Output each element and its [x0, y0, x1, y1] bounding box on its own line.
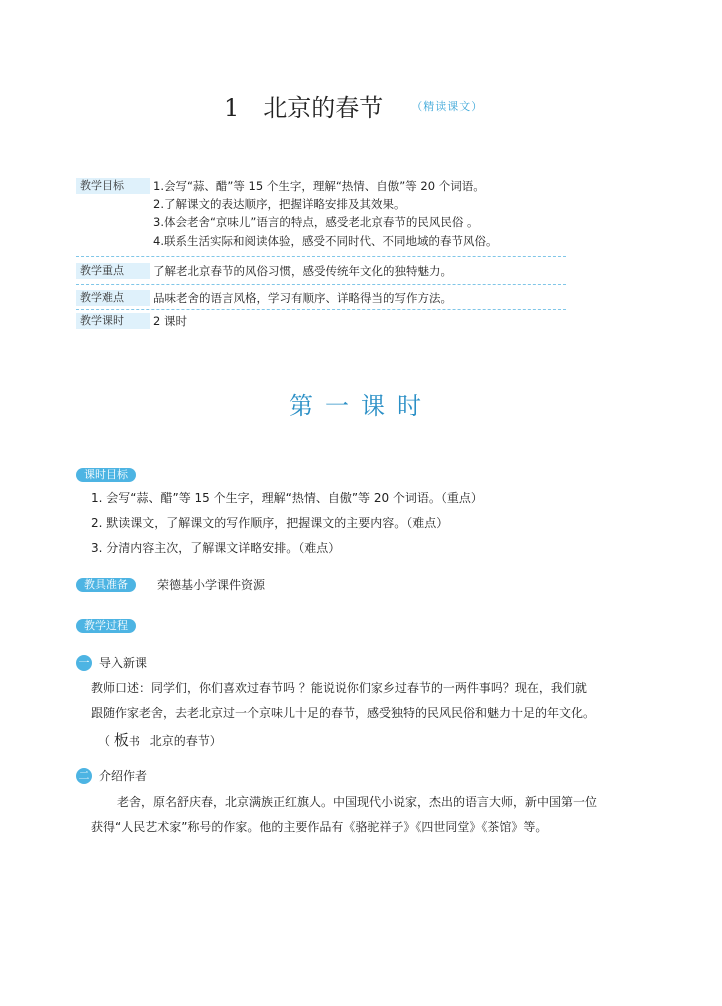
- section-number-badge: 二: [76, 768, 92, 784]
- goal-item: 4.联系生活实际和阅读体验，感受不同时代、不同地域的春节风俗。: [153, 234, 498, 248]
- lesson-goals-label: 课时目标: [76, 468, 136, 482]
- section-paragraph-line: 跟随作家老舍，去老北京过一个京味儿十足的春节，感受独特的民风民俗和魅力十足的年文化。: [91, 706, 596, 720]
- divider: [76, 284, 566, 285]
- section-number-badge: 一: [76, 655, 92, 671]
- blackboard-text: 北京的春节）: [149, 734, 222, 748]
- blackboard-mark-small: 书: [128, 735, 140, 748]
- blackboard-open-paren: （: [98, 734, 111, 748]
- section-paragraph-line: 老舍，原名舒庆春，北京满族正红旗人。中国现代小说家，杰出的语言大师，新中国第一位: [117, 795, 598, 809]
- difficult-points-text: 品味老舍的语言风格，学习有顺序、详略得当的写作方法。: [153, 291, 452, 305]
- section-paragraph-line: 教师口述：同学们，你们喜欢过春节吗 ？能说说你们家乡过春节的一两件事吗？现在，我们就: [91, 681, 587, 695]
- divider: [76, 309, 566, 310]
- lesson-goal-item: 2. 默读课文，了解课文的写作顺序，把握课文的主要内容。（难点）: [91, 516, 449, 530]
- goal-item: 2.了解课文的表达顺序，把握详略安排及其效果。: [153, 197, 406, 211]
- lesson-name: 北京的春节: [263, 94, 384, 122]
- lesson-number: 1: [224, 94, 240, 122]
- lesson-type-tag: （精读课文）: [411, 100, 484, 113]
- section-title: 介绍作者: [99, 769, 148, 783]
- difficult-points-label: 教学难点: [76, 290, 150, 306]
- section-paragraph-line: 获得“人民艺术家”称号的作家。他的主要作品有《骆驼祥子》《四世同堂》《茶馆》等。: [91, 820, 548, 834]
- hours-text: 2 课时: [153, 314, 187, 328]
- key-points-label: 教学重点: [76, 263, 150, 279]
- prep-label: 教具准备: [76, 578, 136, 592]
- lesson-goal-item: 1. 会写“蒜、醋”等 15 个生字，理解“热情、自傲”等 20 个词语。（重点）: [91, 491, 483, 505]
- goal-item: 3.体会老舍“京味儿”语言的特点，感受老北京春节的民风民俗 。: [153, 215, 479, 229]
- section-title: 导入新课: [99, 656, 148, 670]
- process-label: 教学过程: [76, 619, 136, 633]
- lesson-session-title: 第一课时: [289, 392, 433, 420]
- goal-item: 1.会写“蒜、醋”等 15 个生字，理解“热情、自傲”等 20 个词语。: [153, 179, 485, 193]
- divider: [76, 256, 566, 257]
- key-points-text: 了解老北京春节的风俗习惯，感受传统年文化的独特魅力。: [153, 264, 452, 278]
- blackboard-mark-big: 板: [113, 731, 129, 749]
- lesson-goal-item: 3. 分清内容主次，了解课文详略安排。（难点）: [91, 541, 341, 555]
- prep-text: 荣德基小学课件资源: [157, 578, 266, 592]
- page-title: [224, 88, 483, 123]
- blackboard-note: [98, 728, 222, 754]
- teaching-goals-label: 教学目标: [76, 178, 150, 194]
- hours-label: 教学课时: [76, 313, 150, 329]
